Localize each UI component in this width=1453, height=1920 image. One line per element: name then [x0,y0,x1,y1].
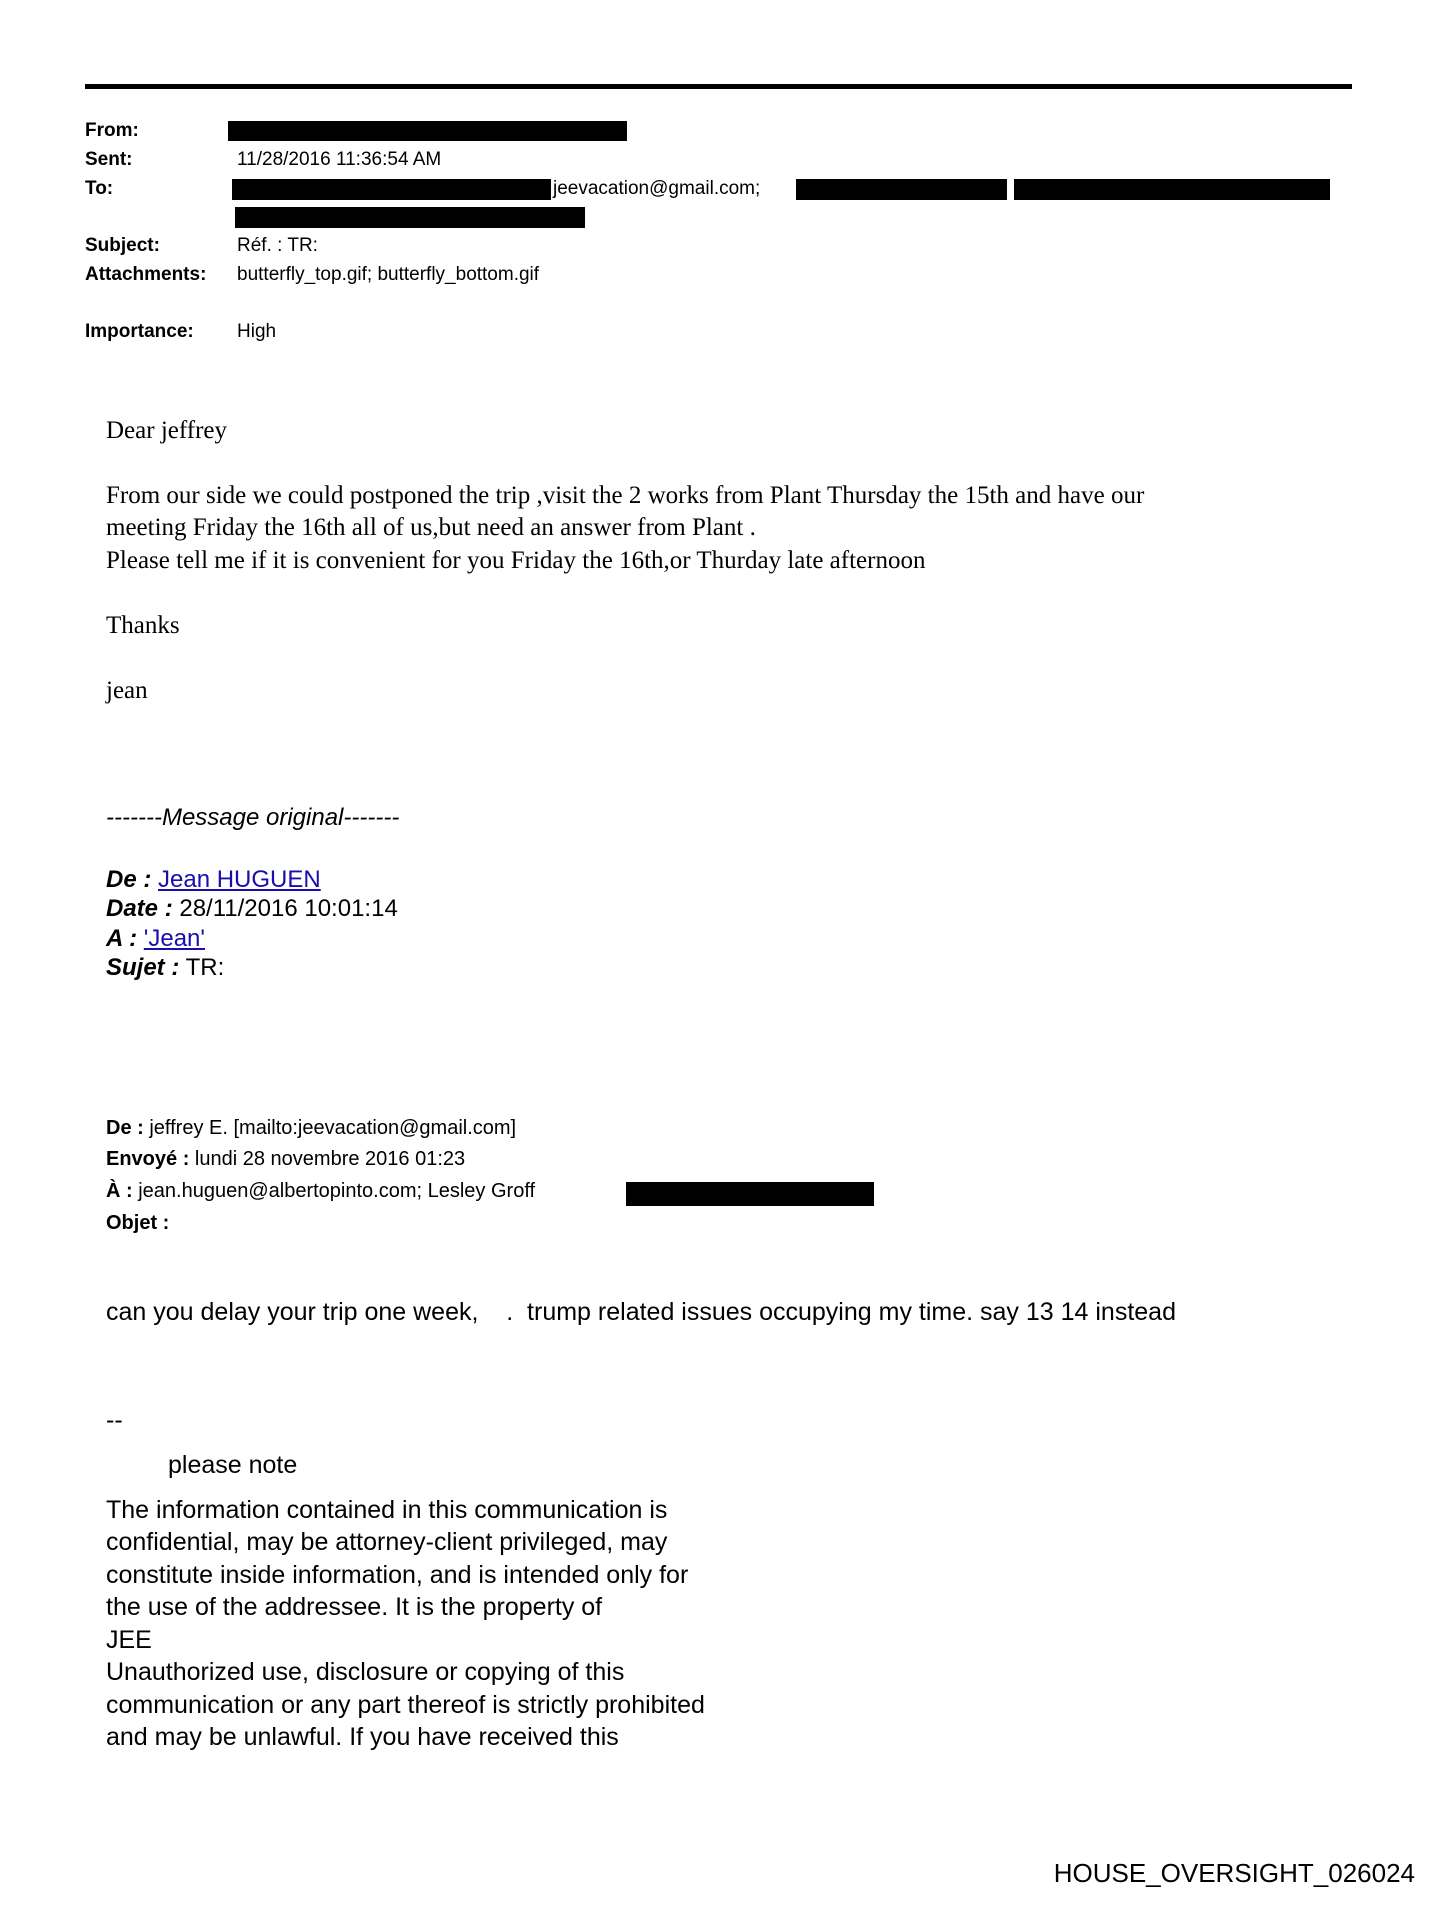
orig1-sujet-value: TR: [185,954,225,981]
orig1-sujet [106,954,224,982]
thanks: Thanks [106,612,180,639]
attachments-value[interactable]: butterfly_top.gif; butterfly_bottom.gif [237,264,540,285]
redaction-lesley-email [626,1182,874,1206]
from-label: From: [85,120,139,141]
redaction-to-3 [1014,179,1330,200]
importance-label: Importance: [85,321,194,342]
orig1-de [106,866,321,894]
disclaimer-line: Unauthorized use, disclosure or copying of this [106,1658,625,1686]
orig1-de-link[interactable]: Jean HUGUEN [158,866,321,893]
attachments-label: Attachments: [85,264,207,285]
orig2-envoye-value: lundi 28 novembre 2016 01:23 [194,1148,466,1170]
orig1-date [106,895,398,923]
please-note: please note [168,1451,298,1479]
redaction-from [228,121,627,141]
orig1-de-label: De : [106,866,152,893]
orig2-de-label: De : [106,1117,144,1139]
disclaimer-line: JEE [106,1626,152,1654]
orig2-envoye [106,1148,465,1171]
subject-label: Subject: [85,235,160,256]
jeffrey-message: can you delay your trip one week, . trump related issues occupying my time. say 13 14 instead [106,1298,1176,1326]
redaction-to-1 [232,179,551,200]
message-original-separator: -------Message original------- [106,804,400,831]
disclaimer-line: the use of the addressee. It is the property of [106,1593,603,1621]
header-rule [85,84,1352,89]
importance-value: High [237,321,277,342]
orig1-sujet-label: Sujet : [106,954,180,981]
to-label: To: [85,178,114,199]
signature: jean [106,677,148,704]
orig2-a [106,1180,535,1203]
subject-value: Réf. : TR: [237,235,318,256]
redaction-to-2 [796,179,1007,200]
orig2-objet-label: Objet : [106,1212,170,1234]
body-line-2: meeting Friday the 16th all of us,but need an answer from Plant . [106,514,756,541]
body-line-1: From our side we could postponed the trip ,visit the 2 works from Plant Thursday the 15th and have our [106,482,1145,509]
orig1-a-label: A : [106,925,138,952]
sent-value: 11/28/2016 11:36:54 AM [237,149,442,170]
orig2-a-value: jean.huguen@albertopinto.com; Lesley Groff [138,1180,536,1202]
orig2-de [106,1117,516,1140]
sent-label: Sent: [85,149,133,170]
orig1-a [106,925,205,953]
orig2-a-label: À : [106,1180,133,1202]
to-address: jeevacation@gmail.com; [553,178,761,199]
body-line-3: Please tell me if it is convenient for you Friday the 16th,or Thurday late afternoon [106,547,926,574]
orig2-envoye-label: Envoyé : [106,1148,190,1170]
greeting: Dear jeffrey [106,417,227,444]
disclaimer-line: and may be unlawful. If you have received this [106,1723,619,1751]
signature-dashes: -- [106,1406,123,1434]
orig1-date-value: 28/11/2016 10:01:14 [179,895,398,922]
bates-number: HOUSE_OVERSIGHT_026024 [1053,1858,1415,1888]
disclaimer-line: constitute inside information, and is intended only for [106,1561,689,1589]
disclaimer-line: communication or any part thereof is strictly prohibited [106,1691,705,1719]
disclaimer-line: confidential, may be attorney-client privileged, may [106,1528,668,1556]
disclaimer-line: The information contained in this communication is [106,1496,668,1524]
redaction-to-4 [235,207,585,228]
orig2-de-value: jeffrey E. [mailto:jeevacation@gmail.com] [149,1117,517,1139]
orig1-date-label: Date : [106,895,173,922]
orig1-a-link[interactable]: 'Jean' [143,925,205,952]
